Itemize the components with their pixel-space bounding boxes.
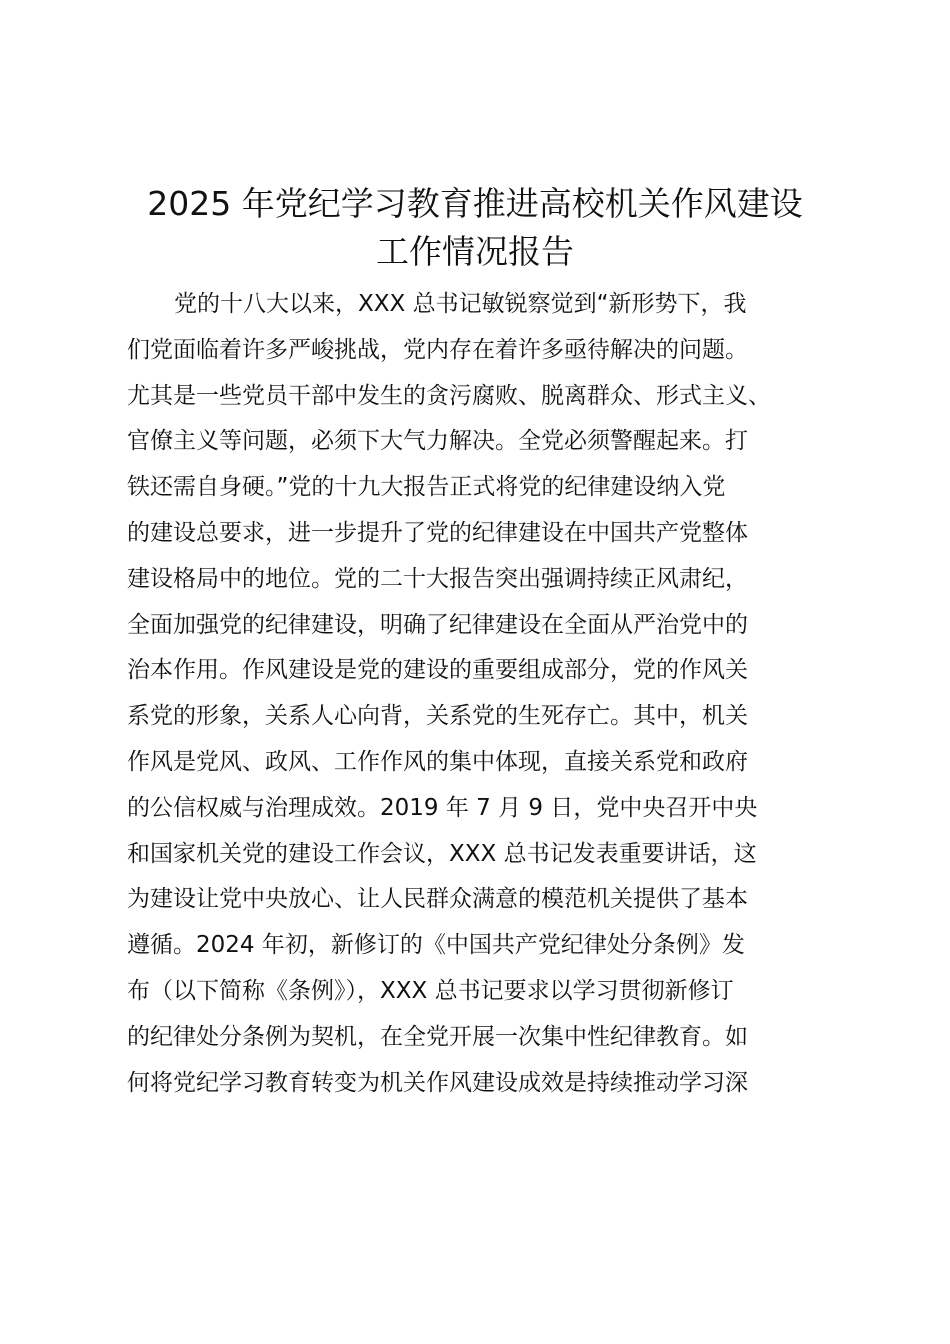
paragraph-line: 系党的形象，关系人心向背，关系党的生死存亡。其中，机关: [127, 703, 748, 730]
paragraph-line: 们党面临着许多严峻挑战，党内存在着许多亟待解决的问题。: [127, 336, 748, 363]
paragraph-line: 和国家机关党的建设工作会议，XXX 总书记发表重要讲话，这: [127, 840, 757, 867]
paragraph-line: 遵循。2024 年初，新修订的《中国共产党纪律处分条例》发: [127, 932, 745, 959]
title-line-2: 工作情况报告: [376, 232, 574, 271]
document-title: [110, 180, 840, 276]
title-line-1: 2025 年党纪学习教育推进高校机关作风建设: [147, 184, 803, 223]
paragraph-line: 的纪律处分条例为契机，在全党开展一次集中性纪律教育。如: [127, 1023, 748, 1050]
paragraph-line: 何将党纪学习教育转变为机关作风建设成效是持续推动学习深: [127, 1069, 748, 1096]
paragraph-line: 党的十八大以来，XXX 总书记敏锐察觉到“新形势下，我: [174, 291, 747, 317]
paragraph-line: 为建设让党中央放心、让人民群众满意的模范机关提供了基本: [127, 886, 748, 913]
paragraph-line: 的公信权威与治理成效。2019 年 7 月 9 日，党中央召开中央: [127, 794, 758, 821]
paragraph-line: 铁还需自身硬。”党的十九大报告正式将党的纪律建设纳入党: [127, 474, 726, 501]
body-paragraph: [127, 282, 837, 1106]
paragraph-line: 官僚主义等问题，必须下大气力解决。全党必须警醒起来。打: [127, 428, 748, 455]
paragraph-line: 建设格局中的地位。党的二十大报告突出强调持续正风肃纪，: [127, 565, 748, 592]
paragraph-line: 治本作用。作风建设是党的建设的重要组成部分，党的作风关: [127, 657, 748, 684]
paragraph-line: 全面加强党的纪律建设，明确了纪律建设在全面从严治党中的: [127, 611, 748, 638]
paragraph-line: 的建设总要求，进一步提升了党的纪律建设在中国共产党整体: [127, 519, 748, 546]
paragraph-line: 布（以下简称《条例》），XXX 总书记要求以学习贯彻新修订: [127, 977, 734, 1004]
paragraph-line: 尤其是一些党员干部中发生的贪污腐败、脱离群众、形式主义、: [127, 382, 771, 409]
paragraph-line: 作风是党风、政风、工作作风的集中体现，直接关系党和政府: [127, 748, 748, 775]
